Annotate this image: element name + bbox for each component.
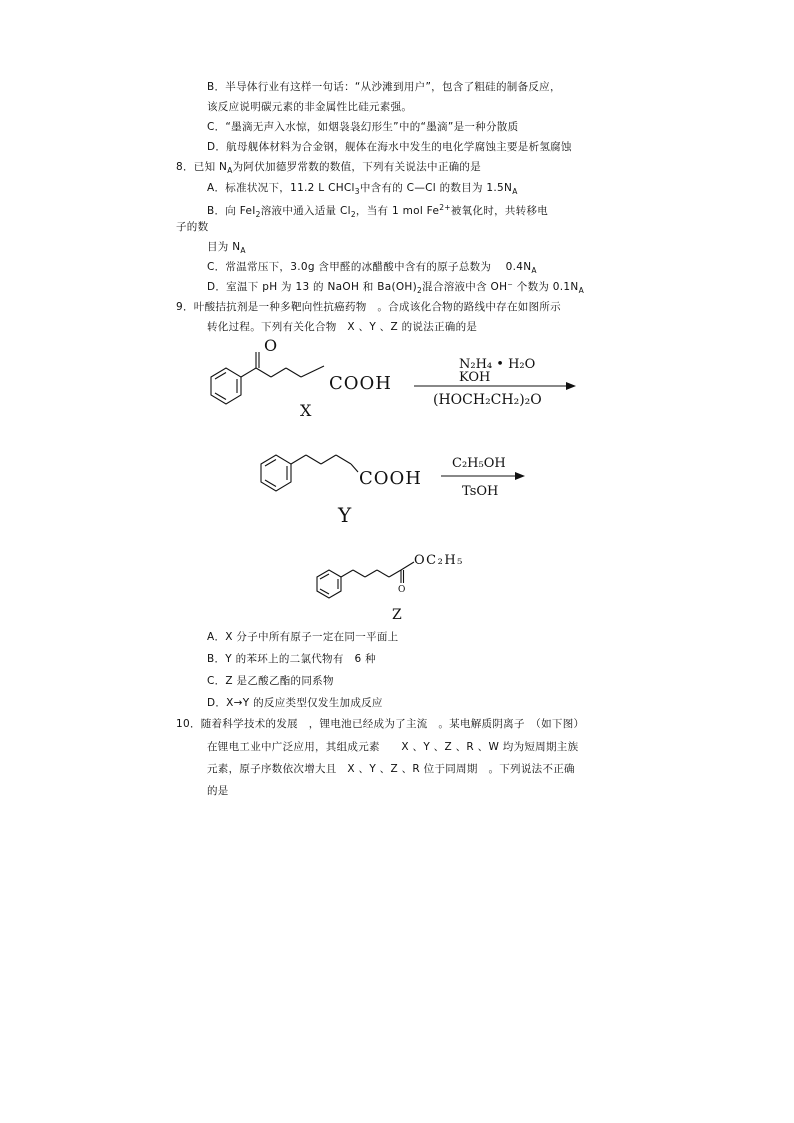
compound-y	[261, 455, 422, 527]
q8-option-d: D．室温下 pH 为 13 的 NaOH 和 $Ba(OH)_2$混合溶液中含 OH⁻ 个数为 $0.1N_A$	[207, 281, 584, 295]
reagent-1-below: (HOCH₂CH₂)₂O	[433, 392, 542, 408]
q7-option-d: D．航母舰体材料为合金钢，舰体在海水中发生的电化学腐蚀主要是析氢腐蚀	[207, 141, 572, 153]
reagent-1-line1: N₂H₄ • H₂O	[459, 357, 536, 372]
x-carbonyl-o: O	[264, 336, 278, 355]
q10-line2: 在锂电工业中广泛应用，其组成元素 X 、Y 、Z 、R 、W 均为短周期主族	[207, 741, 579, 753]
x-label: X	[300, 401, 312, 420]
q7-option-b-cont: 该反应说明碳元素的非金属性比硅元素强。	[207, 101, 413, 113]
z-carbonyl-o: O	[398, 585, 406, 595]
q8-option-a: A．标准状况下，11.2 L CHCl$_3$中含有的 C—Cl 的数目为 $1.5N_A$	[207, 182, 518, 196]
y-acid-group: COOH	[359, 468, 422, 489]
x-acid-group: COOH	[329, 373, 392, 394]
z-ester-group: OC₂H₅	[414, 553, 464, 568]
q10-line1: 10．随着科学技术的发展 ，锂电池已经成为了主流 。某电解质阴离子 （如下图）	[176, 718, 585, 730]
arrow-2	[441, 456, 525, 499]
q8-option-b-wrap: 子的数	[176, 221, 209, 233]
arrow-1	[414, 357, 576, 408]
q8-option-c: C．常温常压下，3.0g 含甲醛的冰醋酸中含有的原子总数为 $0.4N_A$	[207, 261, 537, 275]
q9-option-b: B．Y 的苯环上的二氯代物有 6 种	[207, 653, 376, 665]
y-label: Y	[338, 503, 352, 527]
reagent-2-below: TsOH	[462, 484, 499, 499]
q10-line4: 的是	[207, 785, 229, 797]
q10-line3: 元素，原子序数依次增大且 X 、Y 、Z 、R 位于同周期 。下列说法不正确	[207, 763, 575, 775]
q9-stem-line1: 9．叶酸拮抗剂是一种多靶向性抗癌药物 。合成该化合物的路线中存在如图所示	[176, 301, 561, 313]
q7-option-b: B．半导体行业有这样一句话：“从沙滩到用户”，包含了粗硅的制备反应，	[207, 81, 561, 93]
q8-stem: 8．已知 $N_A$为阿伏加德罗常数的数值，下列有关说法中正确的是	[176, 161, 482, 175]
q9-option-a: A．X 分子中所有原子一定在同一平面上	[207, 631, 399, 643]
q9-stem-line2: 转化过程。下列有关化合物 X 、Y 、Z 的说法正确的是	[207, 321, 478, 333]
reagent-1-line2: KOH	[459, 370, 491, 385]
q9-option-d: D．X→Y 的反应类型仅发生加成反应	[207, 697, 383, 709]
compound-z	[317, 553, 464, 623]
reaction-scheme	[0, 330, 794, 630]
q8-option-b-wrap2: 目为 $N_A$	[207, 241, 246, 255]
q7-option-c: C．“墨滴无声入水惊，如烟袅袅幻形生”中的“墨滴”是一种分散质	[207, 121, 519, 133]
reagent-2-above: C₂H₅OH	[452, 456, 506, 471]
q9-option-c: C．Z 是乙酸乙酯的同系物	[207, 675, 334, 687]
compound-x	[211, 336, 392, 420]
q8-option-b: B．向 FeI$_2$溶液中通入适量 $Cl_2$，当有 1 mol $Fe^{2+}$被氧化时，共转移电	[207, 203, 549, 219]
z-label: Z	[392, 607, 402, 623]
